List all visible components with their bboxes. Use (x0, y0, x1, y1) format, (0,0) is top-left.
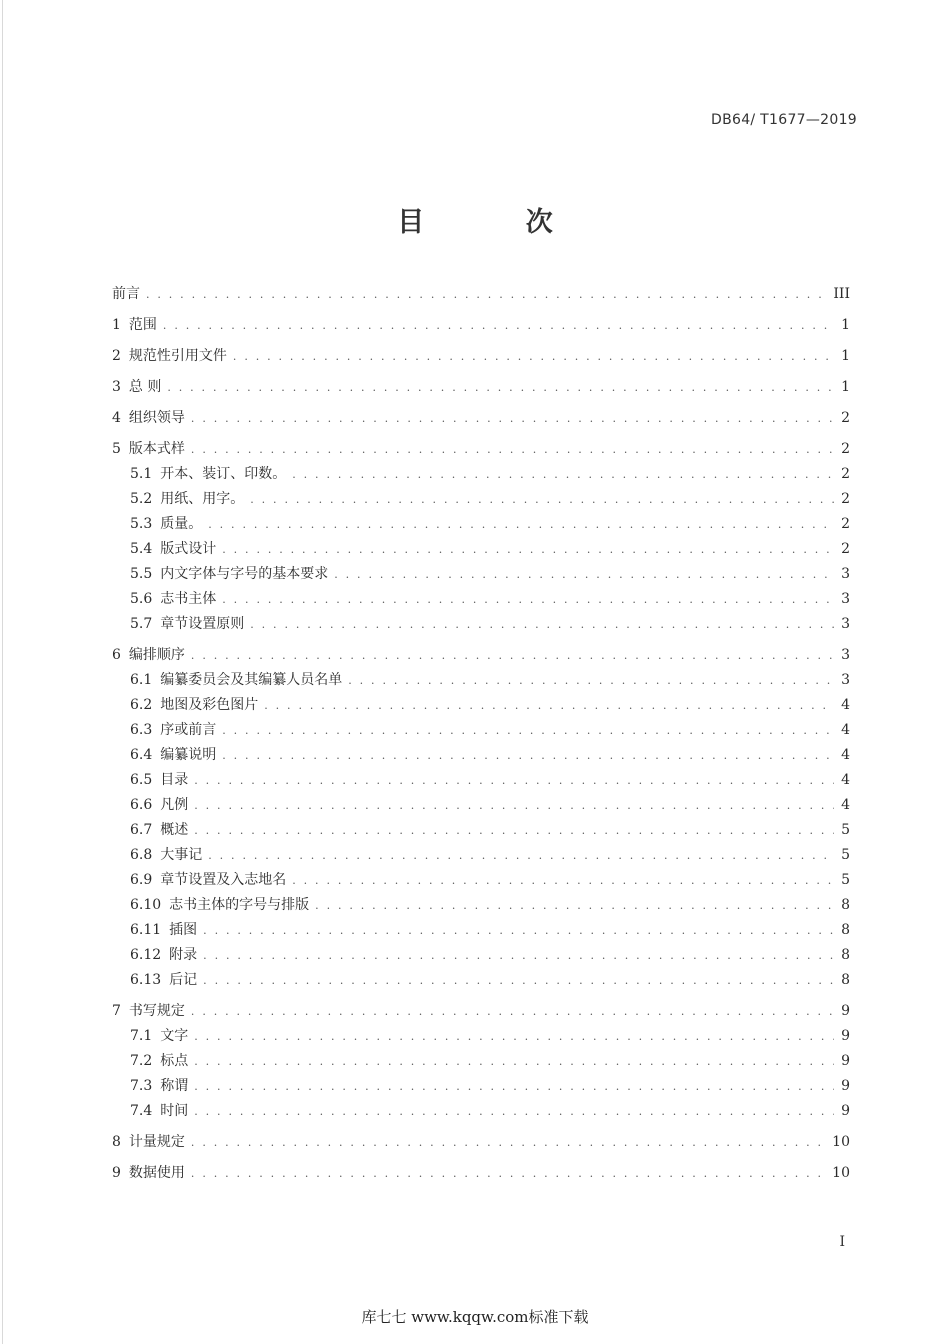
toc-entry[interactable] (112, 1049, 850, 1074)
toc-entry[interactable] (112, 818, 850, 843)
toc-entry-number: 6.4 (130, 747, 153, 763)
toc-entry-number: 7.1 (130, 1028, 153, 1044)
toc-entry-page: 1 (841, 379, 850, 395)
toc-entry[interactable] (112, 843, 850, 868)
toc-entry[interactable] (112, 768, 850, 793)
toc-entry[interactable] (112, 437, 850, 462)
toc-dot-leader (222, 537, 834, 562)
toc-dot-leader (194, 1049, 834, 1074)
toc-entry-page: 9 (841, 1078, 850, 1094)
toc-dot-leader (191, 999, 834, 1024)
toc-entry-page: 8 (841, 972, 850, 988)
toc-entry[interactable] (112, 462, 850, 487)
toc-entry-label: 质量。 (160, 516, 203, 532)
toc-entry[interactable] (112, 743, 850, 768)
toc-dot-leader (194, 818, 834, 843)
toc-entry[interactable] (112, 612, 850, 637)
toc-entry-number: 6 (112, 647, 121, 663)
toc-entry-label: 章节设置及入志地名 (160, 872, 287, 888)
toc-entry-page: 10 (832, 1134, 850, 1150)
toc-entry-page: 4 (841, 797, 850, 813)
toc-entry[interactable] (112, 968, 850, 993)
toc-entry-label: 编纂说明 (160, 747, 217, 763)
toc-entry-page: 1 (841, 348, 850, 364)
toc-entry-label: 文字 (160, 1028, 189, 1044)
toc-entry-label: 志书主体的字号与排版 (169, 897, 310, 913)
toc-entry-page: 4 (841, 772, 850, 788)
toc-entry-page: 3 (841, 672, 850, 688)
footer-watermark: 库七七 www.kqqw.com标准下载 (361, 1308, 589, 1326)
toc-entry-number: 6.6 (130, 797, 153, 813)
toc-entry-page: 2 (841, 466, 850, 482)
toc-entry-number: 6.2 (130, 697, 153, 713)
toc-entry-label: 章节设置原则 (160, 616, 245, 632)
toc-title: 目 次 (397, 207, 599, 238)
toc-entry[interactable] (112, 313, 850, 338)
toc-entry-number: 6.3 (130, 722, 153, 738)
toc-entry-number: 5.1 (130, 466, 153, 482)
toc-entry-page: 10 (832, 1165, 850, 1181)
toc-dot-leader (191, 406, 834, 431)
toc-dot-leader (348, 668, 834, 693)
toc-entry-page: 5 (841, 872, 850, 888)
toc-dot-leader (334, 562, 834, 587)
toc-entry-page: 3 (841, 616, 850, 632)
toc-entry-page: 3 (841, 566, 850, 582)
toc-dot-leader (203, 918, 834, 943)
toc-entry-number: 2 (112, 348, 121, 364)
toc-entry-label: 计量规定 (128, 1134, 185, 1150)
toc-entry-label: 概述 (160, 822, 189, 838)
toc-dot-leader (233, 344, 834, 369)
toc-entry-page: 2 (841, 541, 850, 557)
toc-dot-leader (222, 743, 834, 768)
toc-entry-page: 9 (841, 1053, 850, 1069)
toc-entry[interactable] (112, 1161, 850, 1186)
toc-entry[interactable] (112, 1024, 850, 1049)
toc-entry-page: 5 (841, 847, 850, 863)
toc-entry-page: 4 (841, 747, 850, 763)
toc-entry-label: 后记 (169, 972, 198, 988)
toc-entry-label: 称谓 (160, 1078, 189, 1094)
toc-dot-leader (194, 793, 834, 818)
toc-entry[interactable] (112, 487, 850, 512)
toc-entry[interactable] (112, 1130, 850, 1155)
toc-entry-number: 6.1 (130, 672, 153, 688)
toc-entry-number: 5.7 (130, 616, 153, 632)
toc-entry-number: 6.7 (130, 822, 153, 838)
toc-dot-leader (191, 437, 834, 462)
toc-entry-page: 5 (841, 822, 850, 838)
toc-entry[interactable] (112, 282, 850, 307)
toc-dot-leader (163, 313, 834, 338)
toc-entry[interactable] (112, 999, 850, 1024)
toc-entry-number: 7.3 (130, 1078, 153, 1094)
toc-entry-number: 7 (112, 1003, 121, 1019)
toc-entry-page: 9 (841, 1003, 850, 1019)
toc-dot-leader (222, 587, 834, 612)
toc-entry-page: 4 (841, 697, 850, 713)
toc-entry-label: 开本、装订、印数。 (160, 466, 287, 482)
toc-entry[interactable] (112, 668, 850, 693)
toc-entry-number: 5.5 (130, 566, 153, 582)
toc-entry-label: 编排顺序 (128, 647, 185, 663)
toc-entry-page: 2 (841, 516, 850, 532)
toc-entry-label: 版式设计 (160, 541, 217, 557)
toc-entry[interactable] (112, 643, 850, 668)
toc-entry-label: 内文字体与字号的基本要求 (160, 566, 329, 582)
toc-entry-label: 大事记 (160, 847, 203, 863)
toc-entry-label: 标点 (160, 1053, 189, 1069)
toc-entry[interactable] (112, 893, 850, 918)
toc-entry[interactable] (112, 587, 850, 612)
toc-entry-number: 6.11 (130, 922, 162, 938)
toc-entry-label: 地图及彩色图片 (160, 697, 259, 713)
toc-entry[interactable] (112, 375, 850, 400)
toc-dot-leader (167, 375, 834, 400)
toc-entry[interactable] (112, 868, 850, 893)
toc-dot-leader (194, 1099, 834, 1124)
toc-entry-page: 3 (841, 591, 850, 607)
toc-entry[interactable] (112, 512, 850, 537)
toc-dot-leader (250, 612, 834, 637)
toc-entry-label: 前言 (112, 286, 140, 302)
toc-entry-label: 插图 (169, 922, 198, 938)
toc-entry[interactable] (112, 718, 850, 743)
toc-entry-label: 书写规定 (128, 1003, 185, 1019)
toc-entry[interactable] (112, 1074, 850, 1099)
page-number: I (839, 1234, 845, 1250)
toc-entry-page: 8 (841, 897, 850, 913)
toc-entry-page: 3 (841, 647, 850, 663)
toc-entry-label: 版本式样 (128, 441, 185, 457)
toc-dot-leader (292, 868, 834, 893)
toc-entry-number: 6.9 (130, 872, 153, 888)
toc-dot-leader (194, 1074, 834, 1099)
toc-dot-leader (292, 462, 834, 487)
toc-dot-leader (315, 893, 834, 918)
toc-entry-page: 8 (841, 947, 850, 963)
toc-entry-number: 1 (112, 317, 121, 333)
toc-entry-number: 6.8 (130, 847, 153, 863)
toc-entry-label: 用纸、用字。 (160, 491, 245, 507)
toc-entry-label: 目录 (160, 772, 189, 788)
toc-entry-label: 规范性引用文件 (128, 348, 227, 364)
toc-entry[interactable] (112, 918, 850, 943)
toc-entry-label: 范围 (128, 317, 157, 333)
toc-entry-page: 2 (841, 441, 850, 457)
toc-entry-label: 数据使用 (128, 1165, 185, 1181)
toc-dot-leader (191, 643, 834, 668)
toc-dot-leader (146, 282, 827, 307)
toc-entry-number: 5.4 (130, 541, 153, 557)
toc-entry-number: 4 (112, 410, 121, 426)
toc-entry-page: 8 (841, 922, 850, 938)
toc-entry-label: 时间 (160, 1103, 189, 1119)
toc-entry-page: III (833, 286, 850, 302)
toc-entry-page: 2 (841, 491, 850, 507)
toc-dot-leader (191, 1130, 826, 1155)
toc-entry-label: 附录 (169, 947, 198, 963)
toc-dot-leader (208, 843, 834, 868)
toc-entry-number: 6.5 (130, 772, 153, 788)
toc-dot-leader (194, 1024, 834, 1049)
toc-entry-number: 5.2 (130, 491, 153, 507)
toc-dot-leader (250, 487, 834, 512)
toc-entry[interactable] (112, 344, 850, 369)
toc-entry-label: 志书主体 (160, 591, 217, 607)
toc-entry-label: 序或前言 (160, 722, 217, 738)
toc-entry-number: 5.3 (130, 516, 153, 532)
toc-entry-page: 1 (841, 317, 850, 333)
toc-dot-leader (203, 943, 834, 968)
toc-entry-page: 9 (841, 1103, 850, 1119)
toc-entry-page: 2 (841, 410, 850, 426)
toc-entry-page: 4 (841, 722, 850, 738)
table-of-contents (112, 282, 850, 1186)
toc-entry[interactable] (112, 693, 850, 718)
toc-entry-number: 5 (112, 441, 121, 457)
toc-entry-number: 7.4 (130, 1103, 153, 1119)
toc-entry[interactable] (112, 537, 850, 562)
toc-entry-number: 5.6 (130, 591, 153, 607)
toc-dot-leader (203, 968, 834, 993)
toc-entry[interactable] (112, 943, 850, 968)
toc-dot-leader (222, 718, 834, 743)
toc-dot-leader (191, 1161, 826, 1186)
toc-entry[interactable] (112, 406, 850, 431)
toc-entry-number: 6.10 (130, 897, 162, 913)
toc-entry-number: 3 (112, 379, 121, 395)
toc-entry-label: 组织领导 (128, 410, 185, 426)
toc-entry-number: 8 (112, 1134, 121, 1150)
toc-entry-number: 6.12 (130, 947, 162, 963)
toc-entry-label: 编纂委员会及其编纂人员名单 (160, 672, 343, 688)
document-code: DB64/ T1677—2019 (711, 112, 857, 128)
toc-entry[interactable] (112, 562, 850, 587)
toc-entry-number: 6.13 (130, 972, 162, 988)
toc-entry-label: 总 则 (128, 379, 162, 395)
toc-entry-page: 9 (841, 1028, 850, 1044)
toc-entry-number: 7.2 (130, 1053, 153, 1069)
toc-entry[interactable] (112, 793, 850, 818)
toc-entry-label: 凡例 (160, 797, 189, 813)
toc-entry[interactable] (112, 1099, 850, 1124)
toc-dot-leader (208, 512, 834, 537)
toc-entry-number: 9 (112, 1165, 121, 1181)
toc-dot-leader (264, 693, 834, 718)
toc-dot-leader (194, 768, 834, 793)
